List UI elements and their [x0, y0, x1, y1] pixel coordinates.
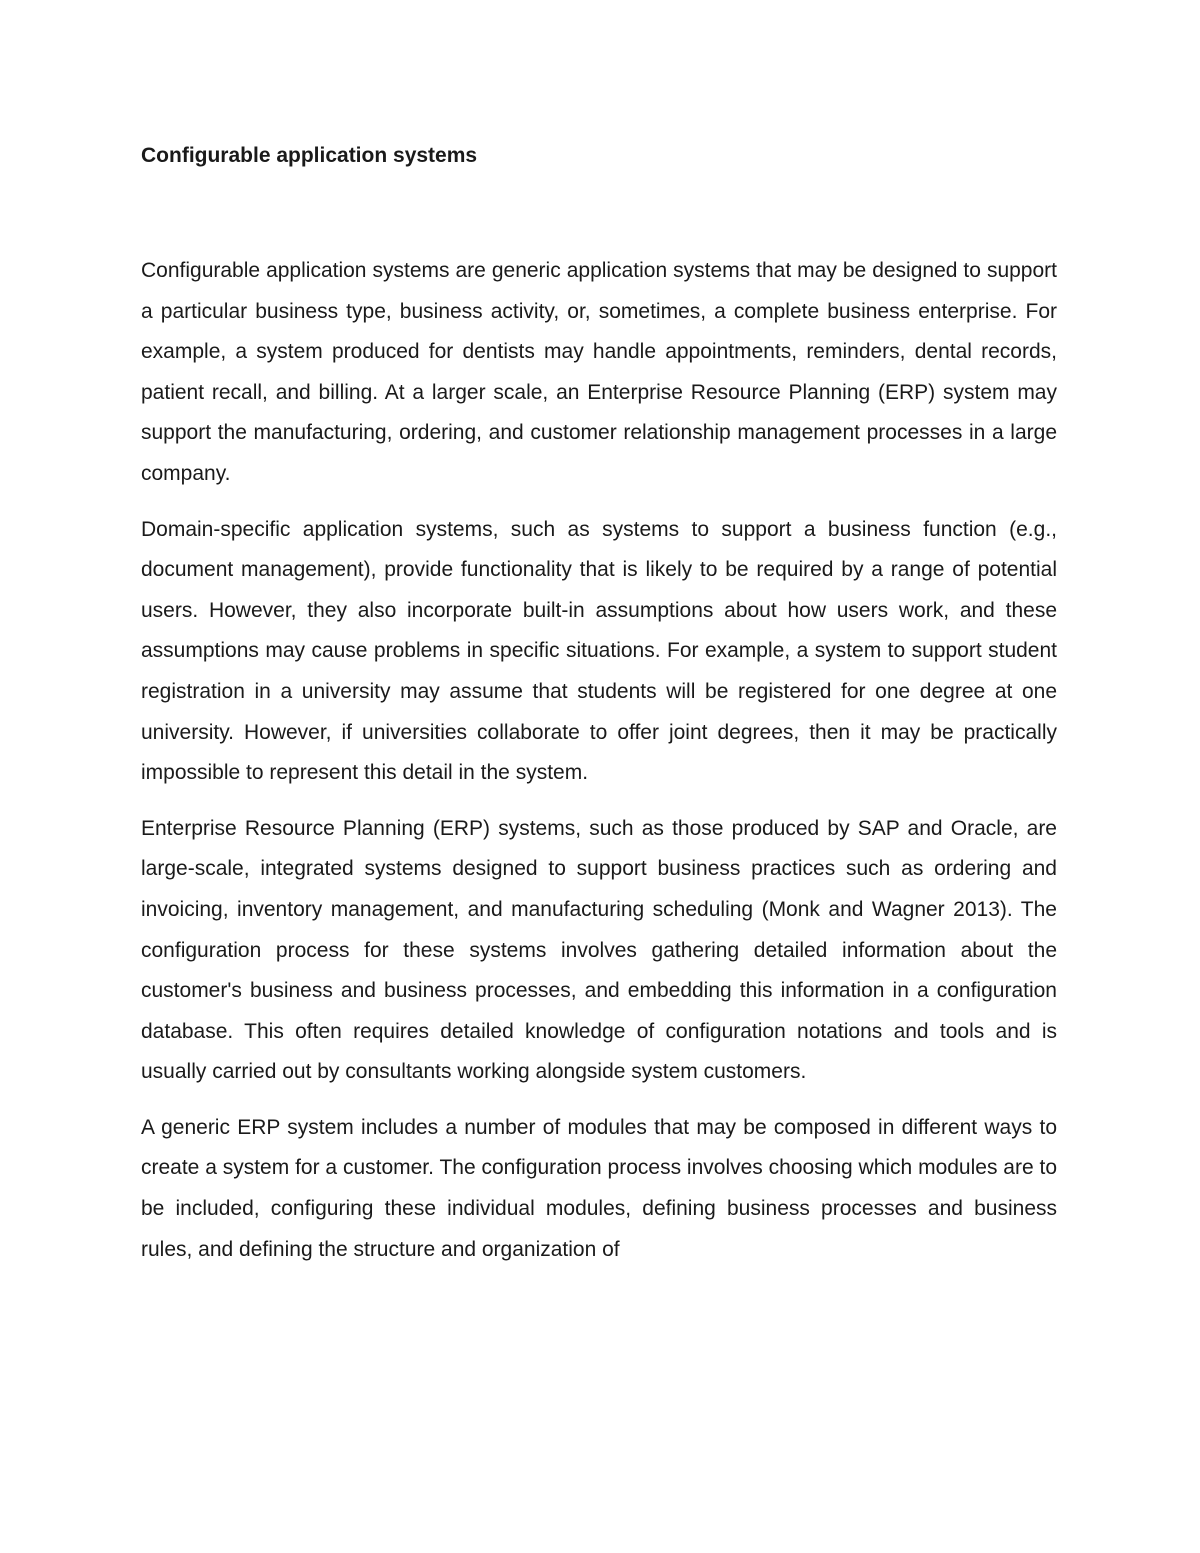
paragraph-domain-specific-systems: Domain-specific application systems, such as systems to support a business function (e.g., document management), provide functionality that is likely to be required by a range of potential users. However, they also incorporate built-in assumptions about how users work, and these assumptions may cause problems in specific situations. For example, a system to support student registration in a university may assume that students will be registered for one degree at one university. However, if universities collaborate to offer joint degrees, then it may be practically impossible to represent this detail in the system. [141, 517, 1057, 785]
document-body [141, 140, 1057, 1270]
paragraph-erp-systems: Enterprise Resource Planning (ERP) systems, such as those produced by SAP and Oracle, are large-scale, integrated systems designed to support business practices such as ordering and invoicing, inventory management, and manufacturing scheduling (Monk and Wagner 2013). The configuration process for these systems involves gathering detailed information about the customer's business and business processes, and embedding this information in a configuration database. This often requires detailed knowledge of configuration notations and tools and is usually carried out by consultants working alongside system customers. [141, 816, 1057, 1084]
paragraph-configurable-systems: Configurable application systems are generic application systems that may be designed to support a particular business type, business activity, or, sometimes, a complete business enterprise. For example, a system produced for dentists may handle appointments, reminders, dental records, patient recall, and billing. At a larger scale, an Enterprise Resource Planning (ERP) system may support the manufacturing, ordering, and customer relationship management processes in a large company. [141, 259, 1057, 485]
document-title: Configurable application systems [141, 144, 478, 167]
paragraph-generic-erp-modules: A generic ERP system includes a number of modules that may be composed in different ways to create a system for a customer. The configuration process involves choosing which modules are to be included, configuring these individual modules, defining business processes and business rules, and defining the structure and organization of [141, 1115, 1057, 1261]
